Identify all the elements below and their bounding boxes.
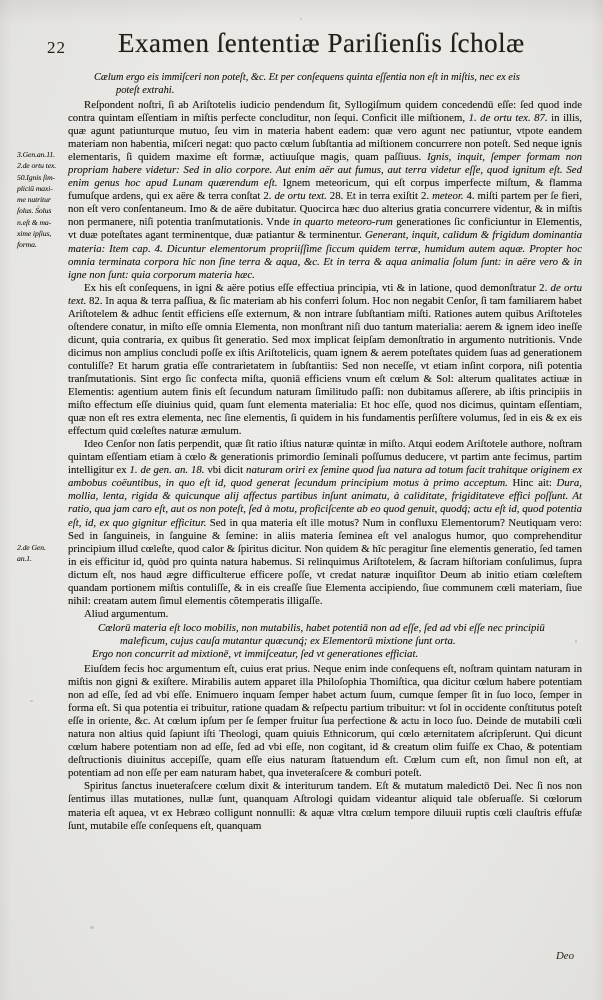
paragraph-aliud-argumentum: Aliud argumentum. [84,607,169,620]
paragraph-eiusdem: Eiuſdem fecis hoc argumentum eſt, cuius erat prius. Neque enim inde conſequens eſt, noſtram quintam naturam in miſtis non gigni & exiſtere. Mirabilis autem apparet illa Philoſophia Thomiſtica, qua dicitur cœlum habere potentiam non ad eſſe, ſed ad vbi eſſe. Enimuero inquam ſemper habet actum ſuum, cumque ſemper ſit in ſuo loco, ſemper in forma eſt. Si qua potentia ei tribuitur, ratione quadam & reſpectu partium tribuitur: vt ſol in occidente conſtitutus poteſt eſſe in oriente, &c. At cœlum ipſum per ſe ſemper fruitur ſua perfectione & actu in loco ſuo. Deinde de mutabili cœli natura non altius quid ſapiunt iſti Theologi, quam quiuis Ethnicorum, qui cœlo æternitatem aſcripſerunt. Qui dicunt cœlum habere potentiam non ad eſſe, ſed ad vbi eſſe, non cogitant, id & creatum olim fuiſſe ex Chao, & potentiam deſtructionis diuinitus accepiſſe, quam eſſe eius naturam ſtatuendum eſt. Cœlum cum eſt, non ſimul non eſt, at potentiam ad non eſſe per eam naturam habet, qua inveteraſcere & comburi poteſt. [68,663,582,780]
margin-note-ignis: 3.Gen.an.11. 2.de ortu tex. 50.Ignis ſim- pliciū maxi- me nutritur ſolus. Solus n.eſt & ma- xime ipſius, forma. [17,150,57,250]
paper-speck [300,18,302,20]
syllogism-block: Cœlorū materia eſt loco mobilis, non mutabilis, habet potentiā non ad eſſe, ſed ad vbi eſſe nec principiū maleficum, cujus cauſa mutantur quæcunq́; ex Elementorū mixtione ſunt orta. Ergo non concurrit ad mixtionē, vt immiſceatur, ſed vt generationes efficiat. [92,621,545,660]
paper-speck [90,926,94,929]
paper-speck [566,120,568,122]
paper-speck [30,700,33,702]
paper-speck [37,205,40,208]
text-block [68,99,582,833]
paper-speck [575,640,577,643]
page-number: 22 [47,38,66,57]
margin-note-de-gen: 2.de Gen. an.1. [17,543,46,564]
epigraph: Cælum ergo eis immiſceri non poteſt, &c. Et per conſequens quinta eſſentia non eſt in miſtis, nec ex eis poteſt extrahi. [94,72,520,96]
paragraph-spiritus: Spiritus ſanctus inueteraſcere cœlum dixit & interiturum tandem. Eſt & mutatum maledictō Dei. Nec ſi nos non ſentimus illas mutationes, nullæ ſunt, quanquam Aſtrologi quidam videantur aliquid tale obſeruaſſe. Si cœlorum materia eſt aquea, vt ex Hebræo colligunt nonnulli: & aquæ vltra cœlum tempore diluuii ruptis cœli clauſtris effuſæ ſunt, mutabile eſſe conſequens eſt, quanquam [68,780,582,832]
paragraph-ideo-censor: Ideo Cenſor non ſatis perpendit, quæ ſit ratio iſtius naturæ quintæ in miſto. Atqui eodem Ariſtotele authore, noſtram quintam eſſentiam etiam à cœlo & generationis primordio ſeminali poſſumus deducere, vt partim ante fecimus, partim intelligitur ex 1. de gen. an. 18. vbi dicit naturam oriri ex ſemine quod ſua natura ad totum facit trahitque originem ex ambobus coëuntibus, in quo eſt id, quod generat ſecundum principium motus à primo acceptum. Hinc ait: Dura, mollia, lenta, rigida & quicunque alij affectus partibus inſunt animatu, à caliditate, frigiditateve effici poſſunt. At ratio, qua jam caro eſt, aut os non poteſt, ſed à motu, proficiſcente ab eo quod genuit, quodq́; actu eſt id, quod potentia eſt, id, ex quo gignitur efficitur. Sed in qua materia eſt ille motus? Num in confluxu Elementorum? Neutiquam vero: Sed in ſanguineis, in ſanguine & ſemine: in aliis materia ſeminea eſt vel analogus humor, quo comprehenditur principium illud cœleſte, quod calor & ſpiritus dicitur. Non quidem & hîc peragitur ſine elementis generatio, ſed tamen in eis efficitur id, quòd pro quinta natura habemus. Si relinquimus Ariſtotelem, & ſacram hiſtoriam conſulimus, ſupra dictum eſt, nos haud ægre difficulterue efficere poſſe, vt credat naturæ inquiſitor Deum ab initio etiam cœleſtem quandam portionem miſtis contuliſſe, & in eis creaſſe ſiue Elementa accipiendo, ſiue communem cœli materiam, ſiue nihil: creatam autem ſimul elementis cõtemperatis illigaſſe. [68,438,582,607]
paragraph-respondent: Reſpondent noſtri, ſi ab Ariſtotelis iudicio pendendum ſit, Syllogiſmum quidem concedendū eſſe: ſed quod inde contra quintam eſſentiam in miſtis perfecte concluditur, non ſequi. Conficit ille miſtionem, 1. de ortu tex. 87. in illis, quæ agunt patiunturque mutuo, ſeu vim in materia habent eadem: quæ vero agunt nec patiuntur, vtpote eandem materiam non habentia, miſceri negat: quo pacto cœlum ſubſtantia ad miſtionem concurrere non poteſt. Sed neque ignis elementaris, ſi quidem maxime eſt formæ, actiuuſque magis, quam paſſiuus. Ignis, inquit, ſemper formam non propriam habere videtur: Sed in alio corpore. Aut enim aër aut fumus, aut terra videtur eſſe, quod ignitum eſt. Sed enim genus hoc apud Lunam quærendum eſt. Ignem meteoricum, qui eſt corpus imperfecte miſtum, & flamma fumuſque ardens, qui ex aëre & terra conſtat 2. de ortu text. 28. Et in terra exiſtit 2. meteor. 4. miſti partem per ſe fieri, non eſt vero conſentaneum. Imo & de aëre dubitatur. Quocirca hæc duo alterius gratia concurrere videntur, & in miſtis non permanere, niſi potentia tranſmutationis. Vnde in quarto meteoro-rum generationes ſic conficiuntur in Elementis, vt duæ poteſtates agant terminentque, duæ patiantur & terminentur. Generant, inquit, calidum & frigidum dominantia materia: Item cap. 4. Dicuntur elementorum propriiſſime ſiccum quidem terræ, humidum autem aquæ. Propter hoc omnia terminata corpora hîc non ſine terra & aqua, &c. Et in terra & aqua animalia ſolum ſunt: in aëre vero & in igne non ſunt: quia corporum materia hæc. [68,99,582,281]
paragraph-ex-his: Ex his eſt conſequens, in igni & aëre potius eſſe effectiua principia, vti & in latione, quod demonſtratur 2. de ortu text. 82. In aqua & terra paſſiua, & ſic materiam ab his conferri ſolum. Hoc non negabit Cenſor, ſi tam familiarem habet Ariſtotelem & adhuc ſentit efficiens eſſe externum, & non intrare ſubſtantiam miſti. Rationes autem quibus Ariſtoteles oſtendere conatur, in miſto eſſe omnia Elementa, non monſtrant niſi duo tantum materialia: aerem & ignem ideo ineſſe dicunt, quia contraria, ex quibus ſit generatio. Sed mox implicat ſeipſam demonſtratio in argumento nutritionis. Vnde dicimus non amplius concludi poſſe ex iſtis Ariſtotelicis, quam ignem & aerem poteſtates quidem ſuas ad generationem contuliſſe? Et harum gratia eſſe contrarietatem in ſubſtantiis: Sed non neceſſe, vt etiam inſint corpora, niſi potentia tranſmutationis. Sint ergo ſic confecta miſta, quoniā efficiens vnum eſt cœlum & Sol: alterum qualitates actiuæ in Elementis: agentium autem finis eſt ſecundum naturam ſimilitudo paſſi: non dubitamus aſſerere, ab iſtis principiis in miſto effectum eſſe diuinius quid, quam ſunt elementa materialia: Et hoc eſſe, quod nos dicimus, quintam eſſentiam, quæ non eſt res extra elementa, nec ſine elementis, ſi quidem in his fundamentis perſiſtere volumus, ſed in eis & ex eis effectum quid cœleſtes naturæ æmulum. [68,281,582,438]
running-title: Examen ſententiæ Pariſienſis ſcholæ [118,28,525,58]
catchword: Deo [556,950,574,962]
